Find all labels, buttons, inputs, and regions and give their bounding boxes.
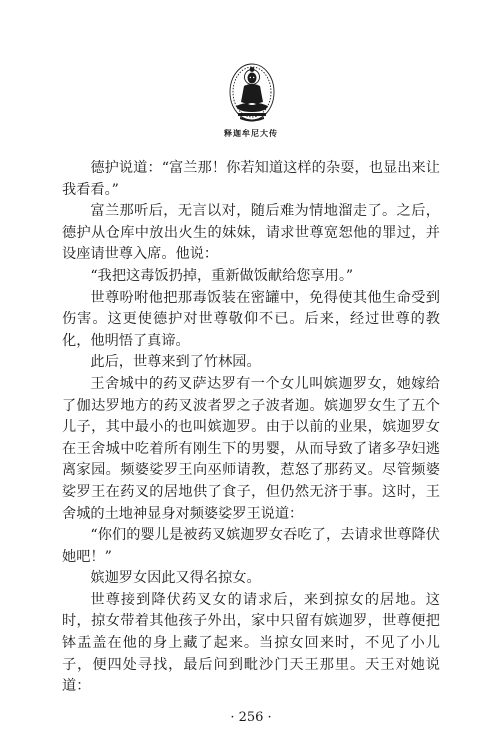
paragraph: 世尊接到降伏药叉女的请求后，来到掠女的居地。这时，掠女带着其他孩子外出，家中只留有嫔迦罗，世尊便把钵盂盖在他的身上藏了起来。当掠女回来时，不见了小儿子，便四处寻找，最后问到毗沙门天王那里。天王对她说道： [62, 591, 440, 695]
paragraph: 王舍城中的药叉萨达罗有一个女儿叫嫔迦罗女，她嫁给了伽达罗地方的药叉波者罗之子波者迦。嫔迦罗女生了五个儿子，其中最小的也叫嫔迦罗。由于以前的业果，嫔迦罗女在王舍城中吃着所有刚生下的男婴，从而导致了诸多孕妇逃离家园。频婆娑罗王向巫师请教，惹怒了那药叉。尽管频婆娑罗王在药叉的居地供了食子，但仍然无济于事。这时，王舍城的土地神显身对频婆娑罗王说道： [62, 375, 440, 522]
page-body [62, 158, 440, 698]
seated-buddha-icon [226, 62, 278, 124]
paragraph: 此后，世尊来到了竹林园。 [90, 354, 261, 371]
paragraph: 德护说道：“富兰那！你若知道这样的杂耍，也显出来让我看看。” [62, 160, 440, 198]
paragraph: “我把这毒饭扔掉，重新做饭献给您享用。” [90, 267, 354, 284]
paragraph: 富兰那听后，无言以对，随后难为情地溜走了。之后，德护从仓库中放出火生的妹妹，请求世尊宽恕他的罪过，并设座请世尊入席。他说： [62, 203, 440, 263]
paragraph: “你们的婴儿是被药叉嫔迦罗女吞吃了，去请求世尊降伏她吧！” [62, 527, 440, 565]
paragraph: 世尊吩咐他把那毒饭装在密罐中，免得使其他生命受到伤害。这更使德护对世尊敬仰不已。后来，经过世尊的教化，他明悟了真谛。 [62, 289, 440, 349]
page-number: · 256 · [230, 710, 272, 725]
book-title-caption: 释迦牟尼大传 [224, 128, 278, 138]
paragraph: 嫔迦罗女因此又得名掠女。 [90, 570, 261, 587]
